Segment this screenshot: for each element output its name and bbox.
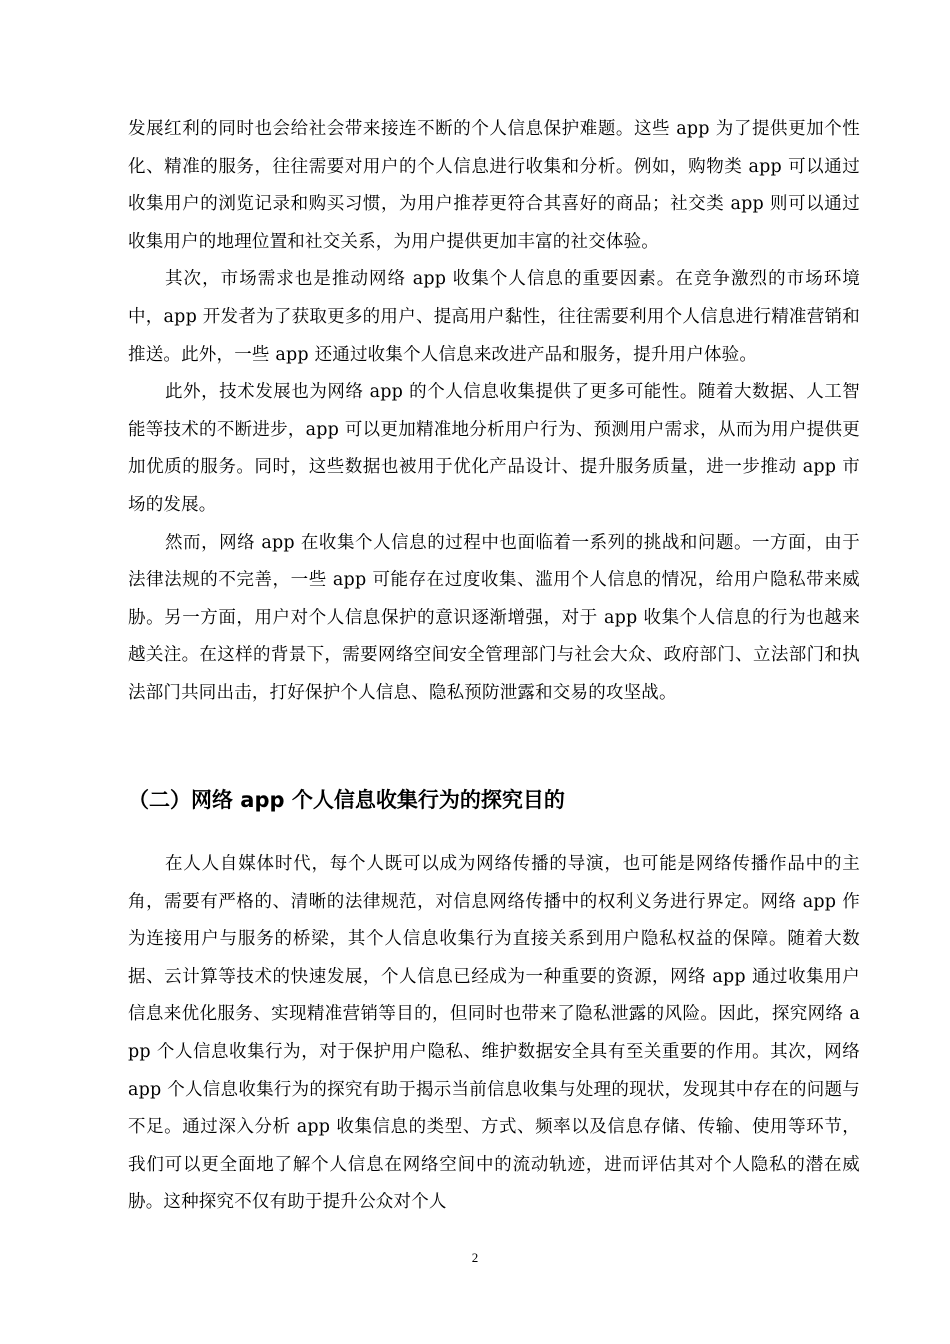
paragraph-purpose: 在人人自媒体时代，每个人既可以成为网络传播的导演，也可能是网络传播作品中的主角，需要有严格的、清晰的法律规范，对信息网络传播中的权利义务进行界定。网络 app 作为连接用户与服务的桥梁，其个人信息收集行为直接关系到用户隐私权益的保障。随着大数据、云计算等技术的快速发展，个人信息已经成为一种重要的资源，网络 app 通过收集用户信息来优化服务、实现精准营销等目的，但同时也带来了隐私泄露的风险。因此，探究网络 app 个人信息收集行为，对于保护用户隐私、维护数据安全具有至关重要的作用。其次，网络 app 个人信息收集行为的探究有助于揭示当前信息收集与处理的现状，发现其中存在的问题与不足。通过深入分析 app 收集信息的类型、方式、频率以及信息存储、传输、使用等环节，我们可以更全面地了解个人信息在网络空间中的流动轨迹，进而评估其对个人隐私的潜在威胁。这种探究不仅有助于提升公众对个人	[128, 854, 860, 1213]
paragraph-market-demand: 其次，市场需求也是推动网络 app 收集个人信息的重要因素。在竞争激烈的市场环境中，app 开发者为了获取更多的用户、提高用户黏性，往往需要利用个人信息进行精准营销和推送。此外，一些 app 还通过收集个人信息来改进产品和服务，提升用户体验。	[128, 269, 860, 365]
page-number: 2	[471, 1250, 479, 1265]
body-text-bottom	[128, 846, 860, 1222]
paragraph-technology: 此外，技术发展也为网络 app 的个人信息收集提供了更多可能性。随着大数据、人工智能等技术的不断进步，app 可以更加精准地分析用户行为、预测用户需求，从而为用户提供更加优质的服务。同时，这些数据也被用于优化产品设计、提升服务质量，进一步推动 app 市场的发展。	[128, 382, 860, 515]
paragraph-continued: 发展红利的同时也会给社会带来接连不断的个人信息保护难题。这些 app 为了提供更加个性化、精准的服务，往往需要对用户的个人信息进行收集和分析。例如，购物类 app 可以通过收集用户的浏览记录和购买习惯，为用户推荐更符合其喜好的商品；社交类 app 则可以通过收集用户的地理位置和社交关系，为用户提供更加丰富的社交体验。	[128, 119, 860, 252]
section-heading: （二）网络 app 个人信息收集行为的探究目的	[128, 788, 565, 812]
paragraph-challenges: 然而，网络 app 在收集个人信息的过程中也面临着一系列的挑战和问题。一方面，由于法律法规的不完善，一些 app 可能存在过度收集、滥用个人信息的情况，给用户隐私带来威胁。另一方面，用户对个人信息保护的意识逐渐增强，对于 app 收集个人信息的行为也越来越关注。在这样的背景下，需要网络空间安全管理部门与社会大众、政府部门、立法部门和执法部门共同出击，打好保护个人信息、隐私预防泄露和交易的攻坚战。	[128, 532, 860, 703]
body-text-top	[128, 111, 860, 713]
